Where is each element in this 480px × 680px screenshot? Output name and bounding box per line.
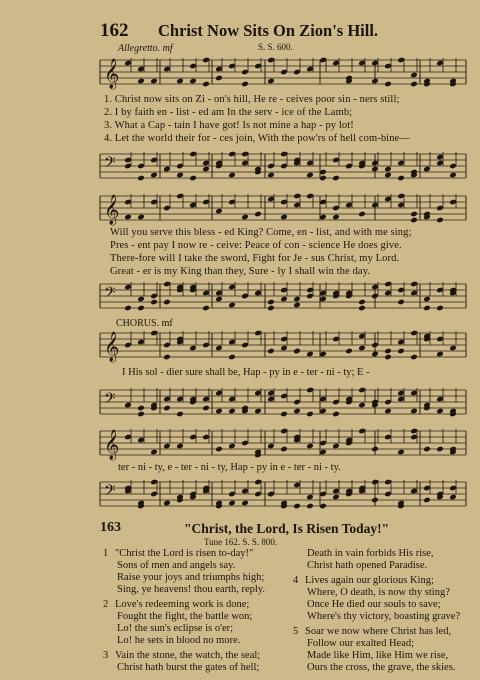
note-head <box>189 345 197 352</box>
stanza-number: 5 <box>293 626 299 637</box>
verse-3-line-b: There-fore will I take the sword, Fight for Je - sus Christ, my Lord. <box>110 253 400 264</box>
bass-clef-icon: 𝄢 <box>104 482 116 503</box>
note-head <box>137 411 145 418</box>
note-head <box>228 500 236 507</box>
note-head <box>267 443 275 450</box>
right-stanza-5-line <box>307 661 455 674</box>
note-head <box>241 214 249 221</box>
note-head <box>436 446 444 453</box>
right-stanza-cont-line <box>307 559 427 572</box>
note-head <box>384 348 392 355</box>
note-head <box>345 348 353 355</box>
stanza-number: 4 <box>293 575 299 586</box>
staff-system-1-bass <box>0 146 480 186</box>
note-head <box>137 214 145 221</box>
staff-system-2-bass <box>0 276 480 316</box>
stanza-line-text: Lives again our glorious King; <box>305 575 434 586</box>
treble-clef-icon: 𝄞 <box>104 195 120 225</box>
note-head <box>423 305 431 312</box>
note-head <box>228 408 236 415</box>
note-head <box>423 166 431 173</box>
note-head <box>280 446 288 453</box>
note-head <box>449 345 457 352</box>
note-head <box>410 211 418 218</box>
note-head <box>293 296 301 303</box>
note-head <box>280 411 288 418</box>
note-head <box>189 78 197 85</box>
stanza-line-text: Death in vain forbids His rise, <box>307 548 434 559</box>
chorus-label: CHORUS. mf <box>116 318 173 329</box>
note-head <box>124 214 132 221</box>
note-head <box>423 497 431 504</box>
stanza-line-text: Sons of men and angels say. <box>117 560 236 571</box>
note-head <box>176 411 184 418</box>
stanza-line-text: "Christ the Lord is risen to-day!" <box>115 548 254 559</box>
stanza-number: 2 <box>103 599 109 610</box>
stanza-line-text: Vain the stone, the watch, the seal; <box>115 650 261 661</box>
note-head <box>176 172 184 179</box>
note-head <box>397 299 405 306</box>
stanza-line-text: Christ hath opened Paradise. <box>307 560 428 571</box>
note-head <box>163 299 171 306</box>
note-head <box>358 211 366 218</box>
stanza-line-text: Christ hath burst the gates of hell; <box>117 662 260 673</box>
note-head <box>137 78 145 85</box>
note-head <box>189 175 197 182</box>
hymn-162-tune-ref: S. S. 600. <box>258 42 293 52</box>
note-head <box>215 75 223 82</box>
stanza-line-text: Raise your joys and triumphs high; <box>117 572 265 583</box>
note-head <box>332 175 340 182</box>
stanza-line-text: Where's thy victory, boasting grave? <box>307 611 461 622</box>
treble-clef-icon: 𝄞 <box>104 430 120 460</box>
note-head <box>358 305 366 312</box>
note-head <box>306 351 314 358</box>
note-head <box>410 408 418 415</box>
note-head <box>397 175 405 182</box>
note-head <box>384 354 392 361</box>
note-head <box>215 296 223 303</box>
staff-system-4-treble <box>0 423 480 463</box>
treble-clef-icon: 𝄞 <box>104 332 120 362</box>
stanza-number: 1 <box>103 548 109 559</box>
stanza-number: 3 <box>103 650 109 661</box>
hymn-162-title: Christ Now Sits On Zion's Hill. <box>158 21 379 40</box>
stanza-line-text: Follow our exalted Head; <box>307 638 415 649</box>
chorus-line-2: ter - ni - ty, e - ter - ni - ty, Hap - py in e - ter - ni - ty. <box>118 462 341 473</box>
note-head <box>163 500 171 507</box>
left-stanza-2-line <box>117 634 240 647</box>
note-head <box>397 348 405 355</box>
note-head <box>241 81 249 88</box>
note-head <box>254 211 262 218</box>
note-head <box>332 494 340 501</box>
right-stanza-4-line <box>307 610 460 623</box>
note-head <box>176 78 184 85</box>
note-head <box>306 494 314 501</box>
note-head <box>215 446 223 453</box>
note-head <box>163 166 171 173</box>
staff-system-4-bass <box>0 474 480 514</box>
note-head <box>163 443 171 450</box>
note-head <box>293 348 301 355</box>
note-head <box>410 354 418 361</box>
bass-clef-icon: 𝄢 <box>104 390 116 411</box>
tempo-marking: Allegretto. mf <box>118 43 173 54</box>
left-stanza-1-line <box>117 583 265 596</box>
verse-2-line-a: 2. I by faith en - list - ed am In the serv - ice of the Lamb; <box>104 107 353 118</box>
note-head <box>436 408 444 415</box>
note-head <box>358 299 366 306</box>
note-head <box>267 172 275 179</box>
note-head <box>371 497 379 504</box>
verse-1-line-b: Will you serve this bless - ed King? Come, en - list, and with me sing; <box>110 227 412 238</box>
note-head <box>163 405 171 412</box>
note-head <box>449 494 457 501</box>
hymn-163-title: "Christ, the Lord, Is Risen Today!" <box>184 521 390 536</box>
note-head <box>410 217 418 224</box>
note-head <box>150 172 158 179</box>
note-head <box>124 402 132 409</box>
note-head <box>358 402 366 409</box>
note-head <box>228 172 236 179</box>
note-head <box>306 411 314 418</box>
note-head <box>371 78 379 85</box>
note-head <box>215 345 223 352</box>
note-head <box>202 81 210 88</box>
note-head <box>410 81 418 88</box>
note-head <box>371 166 379 173</box>
hymn-163-number: 163 <box>100 520 121 535</box>
note-head <box>150 449 158 456</box>
note-head <box>228 443 236 450</box>
note-head <box>280 296 288 303</box>
note-head <box>163 354 171 361</box>
note-head <box>449 172 457 179</box>
note-head <box>267 305 275 312</box>
note-head <box>176 443 184 450</box>
note-head <box>423 446 431 453</box>
staff-system-2-treble <box>0 188 480 228</box>
note-head <box>384 172 392 179</box>
stanza-line-text: Lo! the sun's eclipse is o'er; <box>117 623 234 634</box>
note-head <box>293 302 301 309</box>
note-head <box>332 443 340 450</box>
note-head <box>306 503 314 510</box>
verse-4-line-b: Great - er is my King than they, Sure - ly I shall win the day. <box>110 266 371 277</box>
note-head <box>150 78 158 85</box>
note-head <box>137 305 145 312</box>
stanza-line-text: Once He died our souls to save; <box>307 599 441 610</box>
note-head <box>293 503 301 510</box>
stanza-line-text: Where, O death, is now thy sting? <box>307 587 450 598</box>
bass-clef-icon: 𝄢 <box>104 154 116 175</box>
stanza-line-text: Soar we now where Christ has led, <box>305 626 452 637</box>
note-head <box>267 78 275 85</box>
note-head <box>423 296 431 303</box>
staff-system-3-bass <box>0 382 480 422</box>
chorus-line-1: I His sol - dier sure shall be, Hap - py in e - ter - ni - ty; E - <box>122 367 370 378</box>
stanza-line-text: Fought the fight, the battle won; <box>117 611 253 622</box>
stanza-line-text: Sing, ye heavens! thou earth, reply. <box>117 584 266 595</box>
hymn-162-number: 162 <box>100 20 129 41</box>
verse-1-line-a: 1. Christ now sits on Zi - on's hill, He re - ceives poor sin - ners still; <box>104 94 400 105</box>
note-head <box>202 305 210 312</box>
note-head <box>306 172 314 179</box>
note-head <box>280 345 288 352</box>
note-head <box>150 299 158 306</box>
note-head <box>202 405 210 412</box>
note-head <box>384 408 392 415</box>
note-head <box>137 296 145 303</box>
note-head <box>254 408 262 415</box>
note-head <box>371 446 379 453</box>
verse-4-line-a: 4. Let the world their for - ces join, With the pow'rs of hell com-bine— <box>104 133 410 144</box>
note-head <box>384 81 392 88</box>
note-head <box>267 348 275 355</box>
stanza-line-text: Love's redeeming work is done; <box>115 599 250 610</box>
bass-clef-icon: 𝄢 <box>104 284 116 305</box>
note-head <box>397 449 405 456</box>
note-head <box>332 411 340 418</box>
left-stanza-3-line <box>117 661 259 674</box>
stanza-line-text: Made like Him, like Him we rise, <box>307 650 449 661</box>
note-head <box>410 72 418 79</box>
staff-system-3-treble <box>0 325 480 365</box>
note-head <box>358 345 366 352</box>
note-head <box>436 305 444 312</box>
note-head <box>436 217 444 224</box>
note-head <box>228 302 236 309</box>
note-head <box>124 305 132 312</box>
note-head <box>228 354 236 361</box>
note-head <box>280 214 288 221</box>
staff-system-1-treble <box>0 52 480 92</box>
note-head <box>436 351 444 358</box>
note-head <box>137 175 145 182</box>
note-head <box>215 208 223 215</box>
stanza-line-text: Lo! he sets in blood no more. <box>117 635 241 646</box>
stanza-line-text: Ours the cross, the grave, the skies. <box>307 662 456 673</box>
verse-3-line-a: 3. What a Cap - tain I have got! Is not mine a hap - py lot! <box>104 120 354 131</box>
note-head <box>371 351 379 358</box>
note-head <box>137 405 145 412</box>
note-head <box>267 299 275 306</box>
note-head <box>306 443 314 450</box>
note-head <box>202 166 210 173</box>
treble-clef-icon: 𝄞 <box>104 59 120 89</box>
note-head <box>215 408 223 415</box>
note-head <box>384 166 392 173</box>
note-head <box>293 408 301 415</box>
note-head <box>332 214 340 221</box>
note-head <box>241 500 249 507</box>
verse-2-line-b: Pres - ent pay I now re - ceive: Peace of con - science He does give. <box>110 240 402 251</box>
hymn-163-tune-ref: Tune 162. S. S. 800. <box>204 537 278 547</box>
